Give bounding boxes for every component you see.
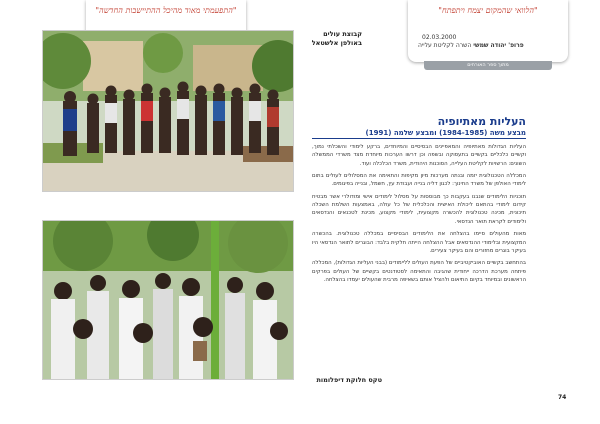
article-paragraph: בהתחשב בקשיים האוביקטיביים של הפעת העולים לליימודים (בבני העליות הגדולות), המכללה פיתחה מערכת הדרכה ייחודית שהגיבה והתאימה לסטודנטים בקשיים של העולים בפרקים הראשונים ובמיוחד בקיום התיאום ולהציל אותם בשאיפה מרבית שהעולים יעמדו בהצלחה. bbox=[312, 260, 526, 283]
guestbook-quote: "הלוואי שהמקום יצמח ויתפתח" bbox=[438, 6, 538, 15]
article-subtitle: מבצע משה (1984-1985) ומבצע שלמה (1991) bbox=[365, 129, 526, 137]
article-title: העליות מאתיופיה bbox=[437, 115, 526, 128]
article-body bbox=[312, 143, 526, 288]
guestbook-tag: מתוך ספר האורחים bbox=[424, 61, 552, 70]
article-paragraph: מאות מהעולים סיימו בהצלחה את הלימודים הבסיסיים במכללה טכנולוגית. בהכשרה המקצועית ובלימודי ההנדסאים אבל ההצלחה הייתה חלקית בלבד: הבוגרים לתואר הנדסאי היו בעיקר בוגרים מחזורים והם בעיקר צעירים. bbox=[312, 231, 526, 254]
guestbook-signature bbox=[418, 42, 558, 49]
ceremony-photo bbox=[42, 220, 294, 380]
page-number: 74 bbox=[558, 394, 567, 401]
group-photo bbox=[42, 30, 294, 192]
caption-bottom-photo: טקס חלוקת דיפלומות bbox=[316, 376, 382, 384]
guestbook-card-right bbox=[408, 0, 568, 68]
article-paragraph: המכללה הטכנולוגית יזמה ובנתה מערכות מיון מקיפות והתאימה את המסלולים לעולים בתום לימודי האולפן של משרד החינוך: לכגון דליה בנייה ועבודת עץ, חשמל, ובנייה בפיגומים. bbox=[312, 173, 526, 188]
signature-name: פרופ' יהודה שמשי bbox=[473, 42, 524, 49]
caption-top-photo: קבוצת עולים באולפן אלשטאל bbox=[311, 30, 362, 47]
title-divider bbox=[312, 138, 526, 139]
article-paragraph: העליות הגדולות מאתיופיה והמאפיינים הבסיסיים והמיוחדים, ברקע לימודי והשכלתי נמוך, וקשיים כלכליים בקשיים בתעסוקה ובשפה וכן דרשו הערכות מיוחדת מצד משרדי הממשלה השונים: הרשויות לקליטת העלייה, הסוכנות היהודית, משרד הכלכלה ועוד. bbox=[312, 144, 526, 167]
guestbook-date: 02.03.2000 bbox=[422, 34, 457, 41]
guestbook-quote: "התפעמתי מאוד מהיכל ההתיישבות החדשה" bbox=[95, 6, 237, 15]
article-paragraph: תוכניות הלימודים שנבנו בעקבות כך מבוססות על מסלול לימודים אישי ומודולרי אשר מבטיח קידום לימודי בהתאם ליכולת האישית והכלכלית של כל עולה, באמצעות השלמת השכלה תיכונית, מכינה טכנולוגית להכשרה מקצועית, לימודי מקצוע, מכינת לטכנאים והנדסאים ולימודים לקראת תואר הנדסאי. bbox=[312, 193, 526, 225]
signature-role: השרה לקליטת עלייה bbox=[418, 42, 472, 49]
